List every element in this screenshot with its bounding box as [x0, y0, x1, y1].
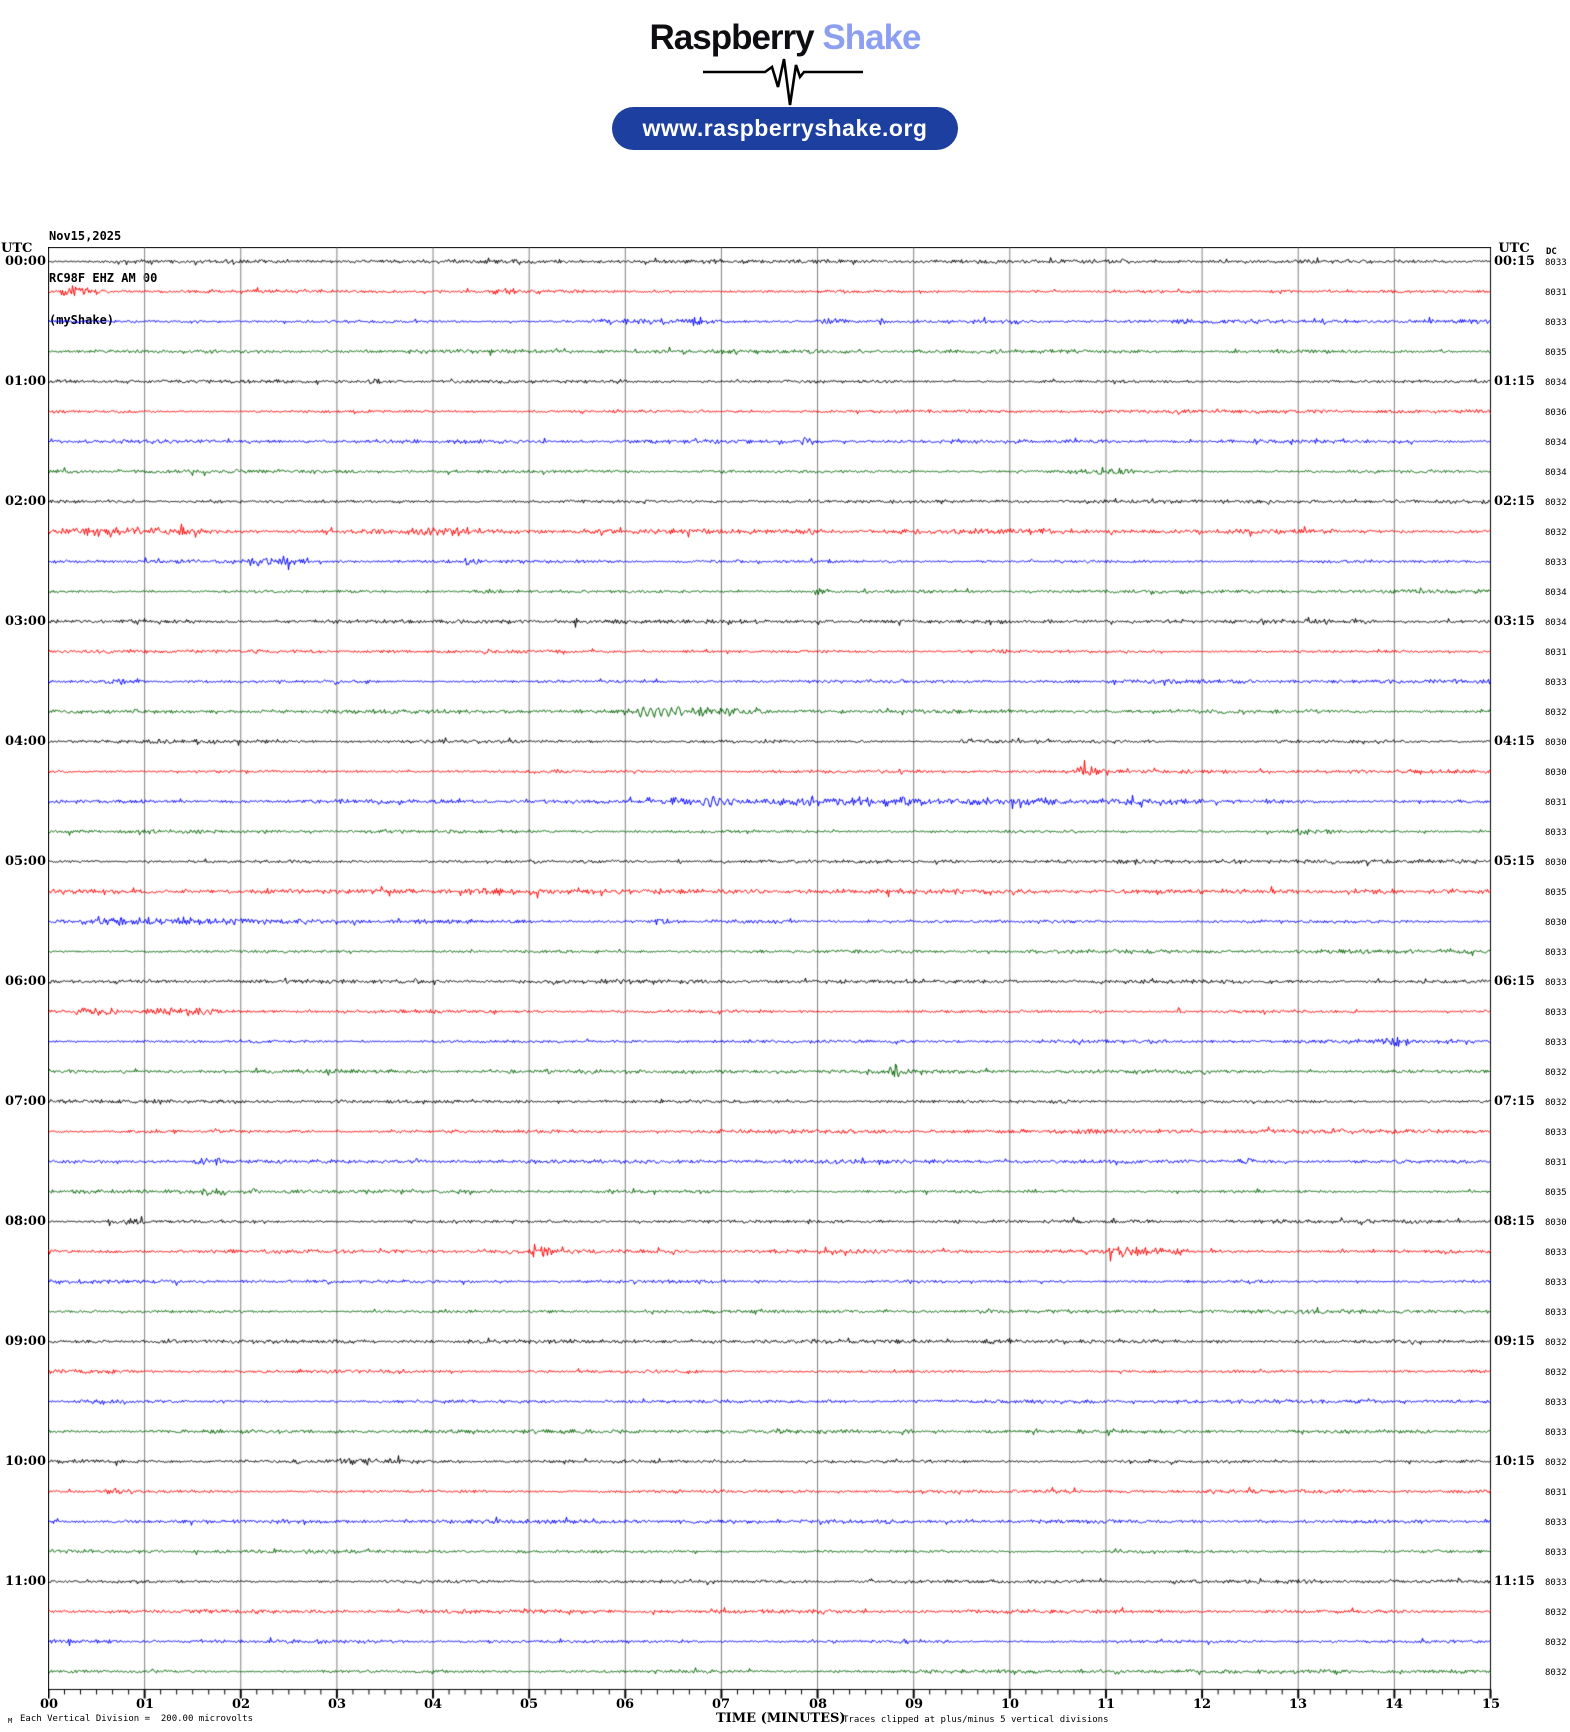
x-tick-label: 09 — [904, 1697, 924, 1712]
logo-text-raspberry: Raspberry — [649, 18, 814, 57]
utc-right-label: 03:15 — [1494, 614, 1535, 629]
dc-value: 8033 — [1545, 1038, 1567, 1048]
dc-value: 8033 — [1545, 318, 1567, 328]
utc-right-label: 01:15 — [1494, 374, 1535, 389]
seismic-waveform-icon — [703, 56, 863, 108]
footer-left-glyph: M — [8, 1717, 13, 1725]
dc-value: 8032 — [1545, 708, 1567, 718]
dc-value: 8033 — [1545, 1578, 1567, 1588]
dc-value: 8034 — [1545, 378, 1567, 388]
utc-left-label: 09:00 — [5, 1334, 46, 1349]
website-link-button[interactable]: www.raspberryshake.org — [612, 107, 958, 150]
dc-header: DC — [1546, 247, 1557, 257]
utc-right-label: 00:15 — [1494, 254, 1535, 269]
dc-value: 8033 — [1545, 258, 1567, 268]
dc-value: 8033 — [1545, 828, 1567, 838]
utc-right-label: 09:15 — [1494, 1334, 1535, 1349]
dc-value: 8031 — [1545, 798, 1567, 808]
dc-value: 8035 — [1545, 888, 1567, 898]
dc-value: 8032 — [1545, 1098, 1567, 1108]
dc-value: 8033 — [1545, 558, 1567, 568]
x-tick-label: 14 — [1384, 1697, 1404, 1712]
dc-value: 8034 — [1545, 468, 1567, 478]
dc-value: 8033 — [1545, 678, 1567, 688]
dc-value: 8033 — [1545, 1518, 1567, 1528]
utc-left-label: 11:00 — [5, 1574, 46, 1589]
x-tick-label: 15 — [1481, 1697, 1501, 1712]
vertical-division-scale-note: Each Vertical Division = 200.00 microvolts — [20, 1714, 253, 1724]
dc-value: 8032 — [1545, 1668, 1567, 1678]
utc-right-label: 02:15 — [1494, 494, 1535, 509]
dc-value: 8031 — [1545, 1158, 1567, 1168]
utc-right-header: UTC — [1498, 241, 1530, 256]
utc-right-label: 10:15 — [1494, 1454, 1535, 1469]
x-tick-label: 10 — [1000, 1697, 1020, 1712]
logo-text-shake: Shake — [822, 18, 921, 57]
dc-value: 8033 — [1545, 1248, 1567, 1258]
x-tick-label: 05 — [519, 1697, 539, 1712]
utc-left-header: UTC — [1, 241, 33, 256]
clipping-note: Traces clipped at plus/minus 5 vertical divisions — [843, 1715, 1109, 1725]
dc-value: 8032 — [1545, 1068, 1567, 1078]
x-tick-label: 03 — [327, 1697, 347, 1712]
utc-left-label: 08:00 — [5, 1214, 46, 1229]
dc-value: 8030 — [1545, 1218, 1567, 1228]
dc-value: 8032 — [1545, 498, 1567, 508]
utc-left-label: 00:00 — [5, 254, 46, 269]
utc-right-label: 04:15 — [1494, 734, 1535, 749]
utc-left-label: 03:00 — [5, 614, 46, 629]
dc-value: 8030 — [1545, 768, 1567, 778]
dc-value: 8033 — [1545, 948, 1567, 958]
dc-value: 8032 — [1545, 1338, 1567, 1348]
utc-right-label: 07:15 — [1494, 1094, 1535, 1109]
x-tick-label: 02 — [231, 1697, 251, 1712]
utc-left-label: 05:00 — [5, 854, 46, 869]
x-tick-label: 08 — [808, 1697, 828, 1712]
utc-left-label: 10:00 — [5, 1454, 46, 1469]
utc-left-label: 02:00 — [5, 494, 46, 509]
dc-value: 8034 — [1545, 438, 1567, 448]
utc-right-label: 11:15 — [1494, 1574, 1535, 1589]
dc-value: 8033 — [1545, 978, 1567, 988]
dc-value: 8033 — [1545, 1308, 1567, 1318]
utc-left-label: 07:00 — [5, 1094, 46, 1109]
dc-value: 8030 — [1545, 918, 1567, 928]
utc-right-label: 06:15 — [1494, 974, 1535, 989]
x-tick-label: 06 — [615, 1697, 635, 1712]
dc-value: 8032 — [1545, 1458, 1567, 1468]
dc-value: 8031 — [1545, 648, 1567, 658]
utc-left-label: 06:00 — [5, 974, 46, 989]
x-tick-label: 13 — [1288, 1697, 1308, 1712]
x-tick-label: 07 — [711, 1697, 731, 1712]
x-tick-label: 12 — [1192, 1697, 1212, 1712]
dc-value: 8033 — [1545, 1398, 1567, 1408]
dc-value: 8033 — [1545, 1428, 1567, 1438]
dc-value: 8034 — [1545, 588, 1567, 598]
dc-value: 8032 — [1545, 1608, 1567, 1618]
helicorder-plot-canvas — [48, 247, 1492, 1707]
x-tick-label: 01 — [135, 1697, 155, 1712]
dc-value: 8033 — [1545, 1008, 1567, 1018]
dc-value: 8031 — [1545, 288, 1567, 298]
dc-value: 8031 — [1545, 1488, 1567, 1498]
raspberry-shake-logo — [0, 18, 1570, 58]
x-axis-title: TIME (MINUTES) — [716, 1711, 846, 1726]
dc-value: 8033 — [1545, 1548, 1567, 1558]
station-date: Nov15,2025 — [49, 229, 122, 243]
dc-value: 8032 — [1545, 1638, 1567, 1648]
x-tick-label: 00 — [39, 1697, 59, 1712]
x-tick-label: 04 — [423, 1697, 443, 1712]
x-tick-label: 11 — [1096, 1697, 1116, 1712]
utc-right-label: 08:15 — [1494, 1214, 1535, 1229]
dc-value: 8036 — [1545, 408, 1567, 418]
dc-value: 8034 — [1545, 618, 1567, 628]
dc-value: 8030 — [1545, 858, 1567, 868]
dc-value: 8033 — [1545, 1278, 1567, 1288]
dc-value: 8035 — [1545, 348, 1567, 358]
dc-value: 8035 — [1545, 1188, 1567, 1198]
dc-value: 8032 — [1545, 1368, 1567, 1378]
utc-left-label: 04:00 — [5, 734, 46, 749]
utc-left-label: 01:00 — [5, 374, 46, 389]
dc-value: 8030 — [1545, 738, 1567, 748]
utc-right-label: 05:15 — [1494, 854, 1535, 869]
dc-value: 8033 — [1545, 1128, 1567, 1138]
dc-value: 8032 — [1545, 528, 1567, 538]
